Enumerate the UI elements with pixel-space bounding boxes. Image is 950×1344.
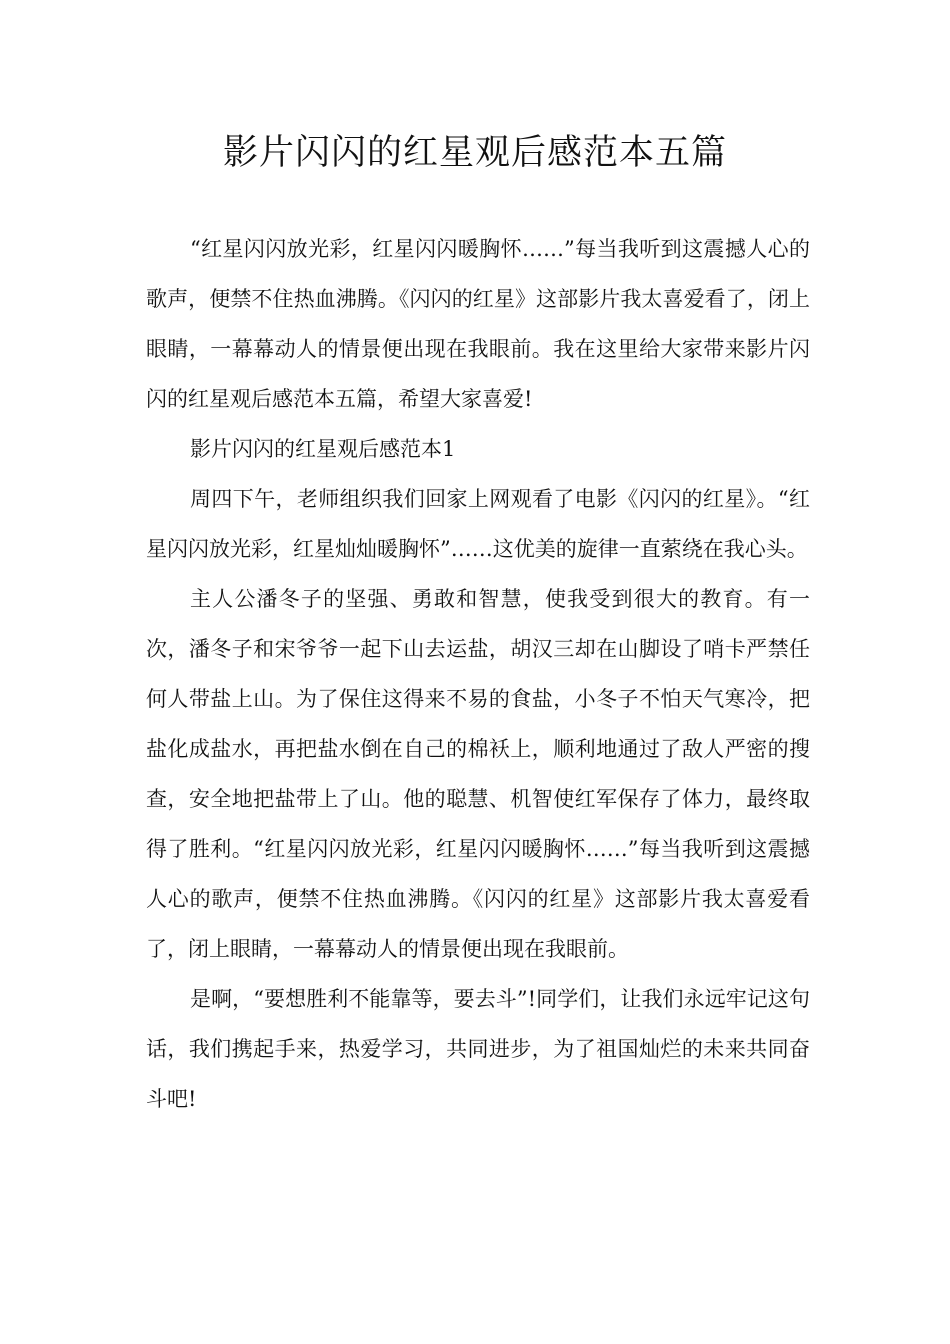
document-body [146, 224, 810, 1124]
section-heading: 影片闪闪的红星观后感范本1 [190, 437, 456, 461]
body-paragraph: 主人公潘冬子的坚强、勇敢和智慧，使我受到很大的教育。有一次，潘冬子和宋爷爷一起下山去运盐，胡汉三却在山脚设了哨卡严禁任何人带盐上山。为了保住这得来不易的食盐，小冬子不怕天气寒冷，把盐化成盐水，再把盐水倒在自己的棉袄上，顺利地通过了敌人严密的搜查，安全地把盐带上了山。他的聪慧、机智使红军保存了体力，最终取得了胜利。“红星闪闪放光彩，红星闪闪暖胸怀……”每当我听到这震撼人心的歌声，便禁不住热血沸腾。《闪闪的红星》这部影片我太喜爱看了，闭上眼睛，一幕幕动人的情景便出现在我眼前。 [146, 587, 810, 961]
body-paragraph: 是啊，“要想胜利不能靠等，要去斗”!同学们，让我们永远牢记这句话，我们携起手来，热爱学习，共同进步，为了祖国灿烂的未来共同奋斗吧! [146, 987, 810, 1111]
intro-paragraph: “红星闪闪放光彩，红星闪闪暖胸怀……”每当我听到这震撼人心的歌声，便禁不住热血沸腾。《闪闪的红星》这部影片我太喜爱看了，闭上眼睛，一幕幕动人的情景便出现在我眼前。我在这里给大家带来影片闪闪的红星观后感范本五篇，希望大家喜爱! [146, 237, 810, 411]
body-paragraph: 周四下午，老师组织我们回家上网观看了电影《闪闪的红星》。“红星闪闪放光彩，红星灿灿暖胸怀”……这优美的旋律一直萦绕在我心头。 [146, 487, 810, 561]
document-title: 影片闪闪的红星观后感范本五篇 [222, 133, 727, 173]
